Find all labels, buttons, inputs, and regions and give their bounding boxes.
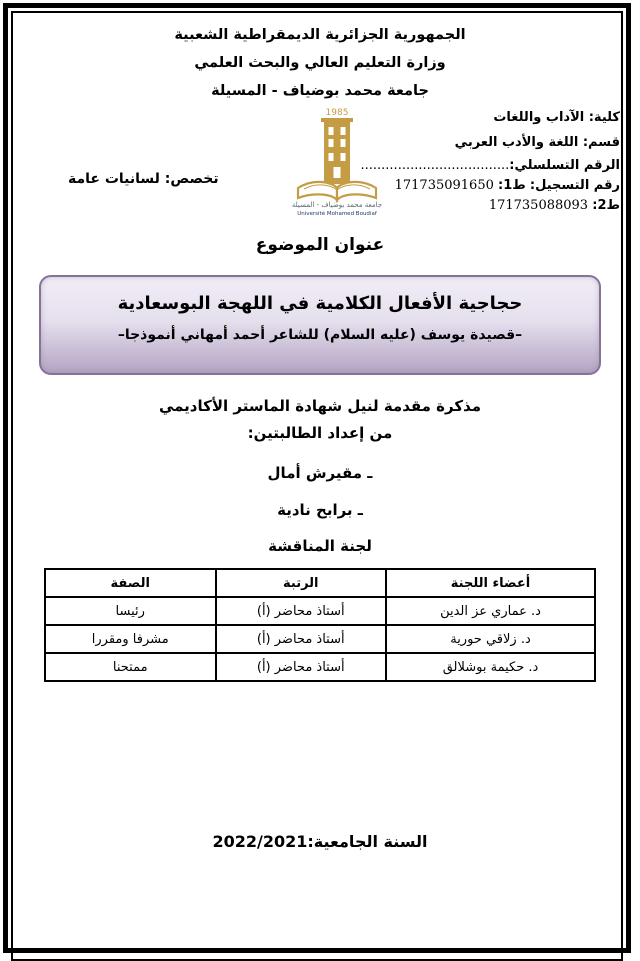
thesis-statement: مذكرة مقدمة لنيل شهادة الماستر الأكاديمي bbox=[158, 397, 482, 415]
prepared-by-label: من إعداد الطالبتين: bbox=[247, 424, 393, 442]
government-header bbox=[16, 21, 624, 105]
member-name: د. حكيمة بوشلالق bbox=[386, 653, 595, 681]
department-line: قسم: اللغة والأدب العربي bbox=[454, 135, 620, 150]
column-header-role: الصفة bbox=[45, 569, 216, 597]
member-role: ممتحنا bbox=[45, 653, 216, 681]
registration-label: رقم التسجيل: bbox=[529, 178, 620, 193]
registration-line-2 bbox=[361, 196, 621, 216]
academic-year: السنة الجامعية:2022/2021 bbox=[212, 832, 428, 851]
member-rank: أستاذ محاضر (أ) bbox=[216, 625, 387, 653]
column-header-rank: الرتبة bbox=[216, 569, 387, 597]
registration-info-block bbox=[361, 105, 621, 216]
table-row bbox=[45, 597, 595, 625]
member-name: د. عماري عز الدين bbox=[386, 597, 595, 625]
member-name: د. زلاقي حورية bbox=[386, 625, 595, 653]
member-role: مشرفا ومقررا bbox=[45, 625, 216, 653]
student-name-1: ـ مقيرش أمال bbox=[267, 464, 373, 482]
header-republic: الجمهورية الجزائرية الديمقراطية الشعبية bbox=[174, 27, 466, 43]
info-section bbox=[16, 105, 624, 219]
specialty-line: تخصص: لسانيات عامة bbox=[68, 171, 219, 187]
table-row bbox=[45, 625, 595, 653]
logo-name-arabic: جامعة محمد بوضياف - المسيلة bbox=[291, 201, 383, 209]
table-row bbox=[45, 653, 595, 681]
page-content bbox=[16, 13, 624, 884]
committee-heading: لجنة المناقشة bbox=[268, 537, 372, 555]
thesis-title-sub: –قصيدة يوسف (عليه السلام) للشاعر أحمد أمهاني أنموذجا– bbox=[117, 327, 523, 343]
member-rank: أستاذ محاضر (أ) bbox=[216, 653, 387, 681]
column-header-members: أعضاء اللجنة bbox=[386, 569, 595, 597]
student-name-2: ـ برابح نادية bbox=[277, 501, 363, 519]
registration-line-1 bbox=[361, 176, 621, 196]
header-university: جامعة محمد بوضياف - المسيلة bbox=[211, 83, 429, 99]
serial-label: الرقم التسلسلي: bbox=[509, 158, 620, 173]
reg1-number: 171735091650 bbox=[394, 178, 494, 193]
thesis-title-box bbox=[39, 275, 601, 375]
member-role: رئيسا bbox=[45, 597, 216, 625]
table-header-row bbox=[45, 569, 595, 597]
logo-name-french: Université Mohamed Boudiaf bbox=[297, 211, 377, 217]
reg1-label: ط1: bbox=[498, 178, 526, 193]
serial-dots: .................................... bbox=[360, 158, 510, 173]
reg2-number: 171735088093 bbox=[488, 198, 589, 213]
member-rank: أستاذ محاضر (أ) bbox=[216, 597, 387, 625]
thesis-title-main: حجاجية الأفعال الكلامية في اللهجة البوسعادية bbox=[117, 293, 523, 314]
faculty-line: كلية: الآداب واللغات bbox=[493, 110, 620, 125]
committee-table bbox=[44, 568, 596, 682]
serial-number-line bbox=[361, 155, 621, 176]
header-ministry: وزارة التعليم العالي والبحث العلمي bbox=[194, 55, 446, 71]
reg2-label: ط2: bbox=[592, 198, 620, 213]
logo-year: 1985 bbox=[325, 108, 349, 118]
subject-heading: عنوان الموضوع bbox=[255, 235, 385, 255]
